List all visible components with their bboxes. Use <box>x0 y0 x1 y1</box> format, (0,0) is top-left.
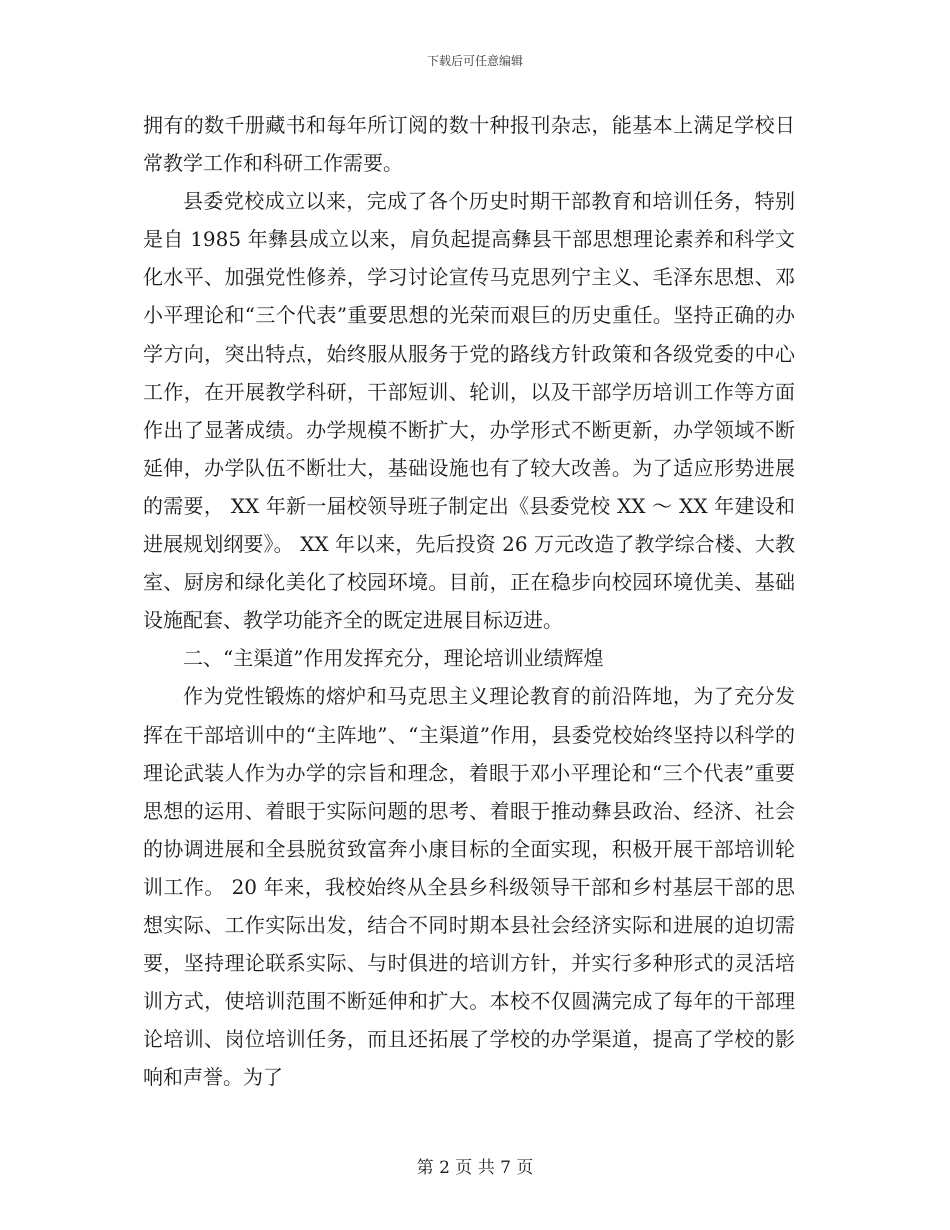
paragraph-training: 作为党性锻炼的熔炉和马克思主义理论教育的前沿阵地，为了充分发挥在干部培训中的“主阵地”、“主渠道”作用，县委党校始终坚持以科学的理论武装人作为办学的宗旨和理念，着眼于邓小平理论和“三个代表”重要思想的运用、着眼于实际问题的思考、着眼于推动彝县政治、经济、社会的协调进展和全县脱贫致富奔小康目标的全面实现，积极开展干部培训轮训工作。 20 年来，我校始终从全县乡科级领导干部和乡村基层干部的思想实际、工作实际出发，结合不同时期本县社会经济实际和进展的迫切需要，坚持理论联系实际、与时俱进的培训方针，并实行多种形式的灵活培训方式，使培训范围不断延伸和扩大。本校不仅圆满完成了每年的干部理论培训、岗位培训任务，而且还拓展了学校的办学渠道，提高了学校的影响和声誉。为了 <box>143 684 795 1090</box>
document-body <box>143 106 795 1096</box>
page-number: 第 2 页 共 7 页 <box>416 1158 534 1178</box>
paragraph-history: 县委党校成立以来，完成了各个历史时期干部教育和培训任务，特别是自 1985 年彝县成立以来，肩负起提高彝县干部思想理论素养和科学文化水平、加强党性修养，学习讨论宣传马克思列宁主义、毛泽东思想、邓小平理论和“三个代表”重要思想的光荣而艰巨的历史重任。坚持正确的办学方向，突出特点，始终服从服务于党的路线方针政策和各级党委的中心工作，在开展教学科研，干部短训、轮训，以及干部学历培训工作等方面作出了显著成绩。办学规模不断扩大，办学形式不断更新，办学领域不断延伸，办学队伍不断壮大，基础设施也有了较大改善。为了适应形势进展的需要， XX 年新一届校领导班子制定出《县委党校 XX ～ XX 年建设和进展规划纲要》。 XX 年以来，先后投资 26 万元改造了教学综合楼、大教室、厨房和绿化美化了校园环境。目前，正在稳步向校园环境优美、基础设施配套、教学功能齐全的既定进展目标迈进。 <box>143 189 795 633</box>
section-heading: 二、“主渠道”作用发挥充分，理论培训业绩辉煌 <box>183 646 604 671</box>
page-header-note: 下载后可任意编辑 <box>426 54 523 68</box>
paragraph-library: 拥有的数千册藏书和每年所订阅的数十种报刊杂志，能基本上满足学校日常教学工作和科研工作需要。 <box>143 113 795 176</box>
